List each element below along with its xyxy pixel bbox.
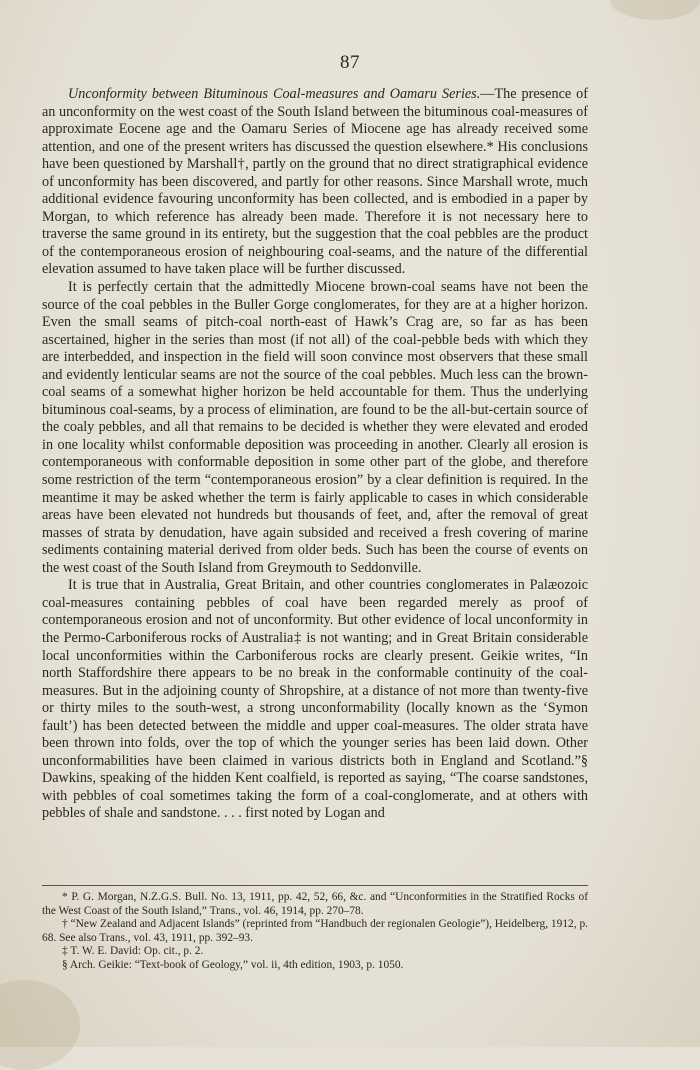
footnote-1: * P. G. Morgan, N.Z.G.S. Bull. No. 13, 1911, pp. 42, 52, 66, &c. and “Unconformities in the Stratified Rocks of the West Coast of the South Island,” Trans., vol. 46, 1914, pp. 270–78. [42, 891, 588, 917]
footnote-rule [42, 885, 588, 886]
page-number: 87 [340, 52, 360, 73]
paragraph-text: —The presence of an unconformity on the west coast of the South Island between the bituminous coal-measures of approximate Eocene age and the Oamaru Series of Miocene age has already received some attention, and one of the present writers has discussed the question elsewhere.* His conclusions have been questioned by Marshall†, partly on the ground that no direct stratigraphical evidence of unconformity has been discovered, and partly for other reasons. Since Marshall wrote, much additional evidence favouring unconformity has been collected, and is embodied in a paper by Morgan, to which reference has already been made. Therefore it is not necessary here to traverse the same ground in its entirety, but the suggestion that the coal pebbles are the product of the contemporaneous erosion of neighbouring coal-seams, and the nature of the differential elevation assumed to have taken place will be further discussed. [42, 86, 589, 278]
paper-stain [610, 0, 700, 20]
footnote-2: † “New Zealand and Adjacent Islands” (reprinted from “Handbuch der regionalen Geologie”), Heidelberg, 1912, p. 68. See also Trans., vol. 43, 1911, pp. 392–93. [42, 918, 588, 944]
paragraph-1 [42, 86, 588, 279]
paper-stain [0, 980, 80, 1070]
paragraph-3: It is true that in Australia, Great Britain, and other countries conglomerates in Palæozoic coal-measures containing pebbles of coal have been regarded merely as proof of contemporaneous erosion and not of unconformity. But other evidence of local unconformity in the Permo-Carboniferous rocks of Australia‡ is not wanting; and in Great Britain considerable local unconformities within the Carboniferous rocks are clearly present. Geikie writes, “In north Staffordshire there appears to be no break in the conformable continuity of the coal-measures. But in the adjoining county of Shropshire, at a distance of not more than twenty-five or thirty miles to the south-west, a strong unconformability (locally known as the ‘Symon fault’) has been detected between the middle and upper coal-measures. The older strata have been thrown into folds, over the top of which the younger series has been laid down. Other unconformabilities have been claimed in various districts both in England and Scotland.”§ Dawkins, speaking of the hidden Kent coalfield, is reported as saying, “The coarse sandstones, with pebbles of coal sometimes taking the form of a coal-conglomerate, and at others with pebbles of shale and sandstone. . . . first noted by Logan and [42, 577, 588, 822]
body-text [42, 86, 588, 823]
footnotes [42, 891, 588, 973]
section-title: Unconformity between Bituminous Coal-measures and Oamaru Series. [68, 86, 481, 102]
paragraph-2: It is perfectly certain that the admittedly Miocene brown-coal seams have not been the source of the coal pebbles in the Buller Gorge conglomerates, for they are at a higher horizon. Even the small seams of pitch-coal north-east of Hawk’s Crag are, so far as has been ascertained, higher in the series than most (if not all) of the coal-pebble beds with which they are interbedded, and inspection in the field will soon convince most observers that these small and evidently lenticular seams are not the source of the coal pebbles. Much less can the brown-coal seams of a somewhat higher horizon be held accountable for them. Thus the underlying bituminous coal-seams, by a process of elimination, are found to be the all-but-certain source of the coaly pebbles, and all that remains to be decided is whether they were elevated and eroded in one locality whilst conformable deposition was proceeding in another. Clearly all erosion is contemporaneous with conformable deposition in some other part of the globe, and therefore some restriction of the term “contemporaneous erosion” by a clear definition is required. In the meantime it may be asked whether the term is fairly applicable to cases in which considerable areas have been elevated not hundreds but thousands of feet, and, after the removal of great masses of strata by denudation, have again subsided and received a fresh covering of marine sediments containing material derived from older beds. Such has been the course of events on the west coast of the South Island from Greymouth to Seddonville. [42, 279, 588, 576]
footnote-4: § Arch. Geikie: “Text-book of Geology,” vol. ii, 4th edition, 1903, p. 1050. [62, 958, 404, 971]
footnote-3: ‡ T. W. E. David: Op. cit., p. 2. [62, 945, 204, 958]
